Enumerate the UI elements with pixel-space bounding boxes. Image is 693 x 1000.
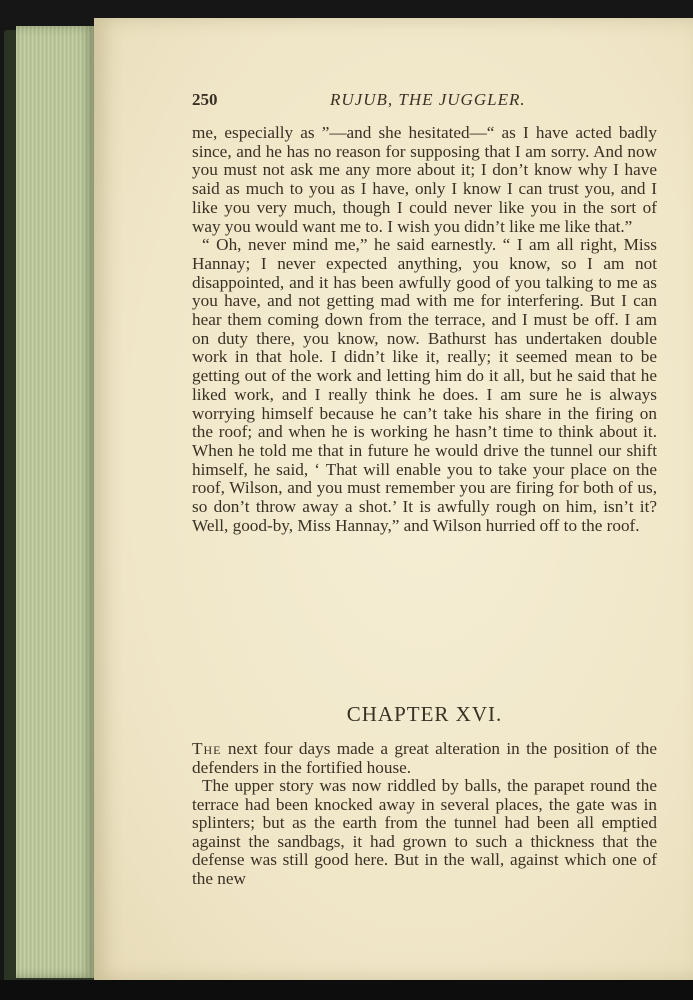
page-number: 250 [192,90,218,109]
paragraph: me, especially as ”—and she hesitated—“ as I have acted badly since, and he has no reason for supposing that I am sorry. And now you must not ask me any more about it; I don’t know why I have said as much to you as I have, only I know I can trust you, and I like you very much, though I could never like you in the sort of way you would want me to. I wish you didn’t like me like that.” [192,123,657,236]
running-title: RUJUB, THE JUGGLER. [330,90,526,109]
paragraph-rest: next four days made a great alteration in the position of the defenders in the fortified house. [192,739,657,777]
paragraph: “ Oh, never mind me,” he said earnestly. “ I am all right, Miss Hannay; I never expected anything, you know, so I am not disappointed, and it has been awfully good of you talking to me as you have, and not getting mad with me for interfering. But I can hear them coming down from the terrace, and I must be off. I am on duty there, you know, now. Bathurst has undertaken double work in that hole. I didn’t like it, really; it seemed mean to be getting out of the work and letting him do it all, but he said that he liked work, and I really think he does. I am sure he is always worrying himself because he can’t take his share in the firing on the roof; and when he is working he hasn’t time to think about it. When he told me that in future he would drive the tunnel our shift himself, he said, ‘ That will enable you to take your place on the roof, Wilson, and you must remember you are firing for both of us, so don’t throw away a shot.’ It is awfully rough on him, isn’t it? Well, good-by, Miss Hannay,” and Wilson hurried off to the roof. [192,235,657,535]
chapter-body-text [192,740,657,888]
page-header [192,90,657,114]
chapter-heading: CHAPTER XVI. [346,702,503,726]
lead-word: The [192,739,222,758]
body-text [192,124,657,535]
paragraph [192,740,657,777]
bottom-strip [0,980,693,1000]
page-edges [16,26,94,978]
paragraph: The upper story was now riddled by balls, the parapet round the terrace had been knocked away in several places, the gate was in splinters; but as the earth from the tunnel had been all emptied against the sandbags, it had grown to such a thickness that the defense was still good here. But in the wall, against which one of the new [192,776,657,888]
